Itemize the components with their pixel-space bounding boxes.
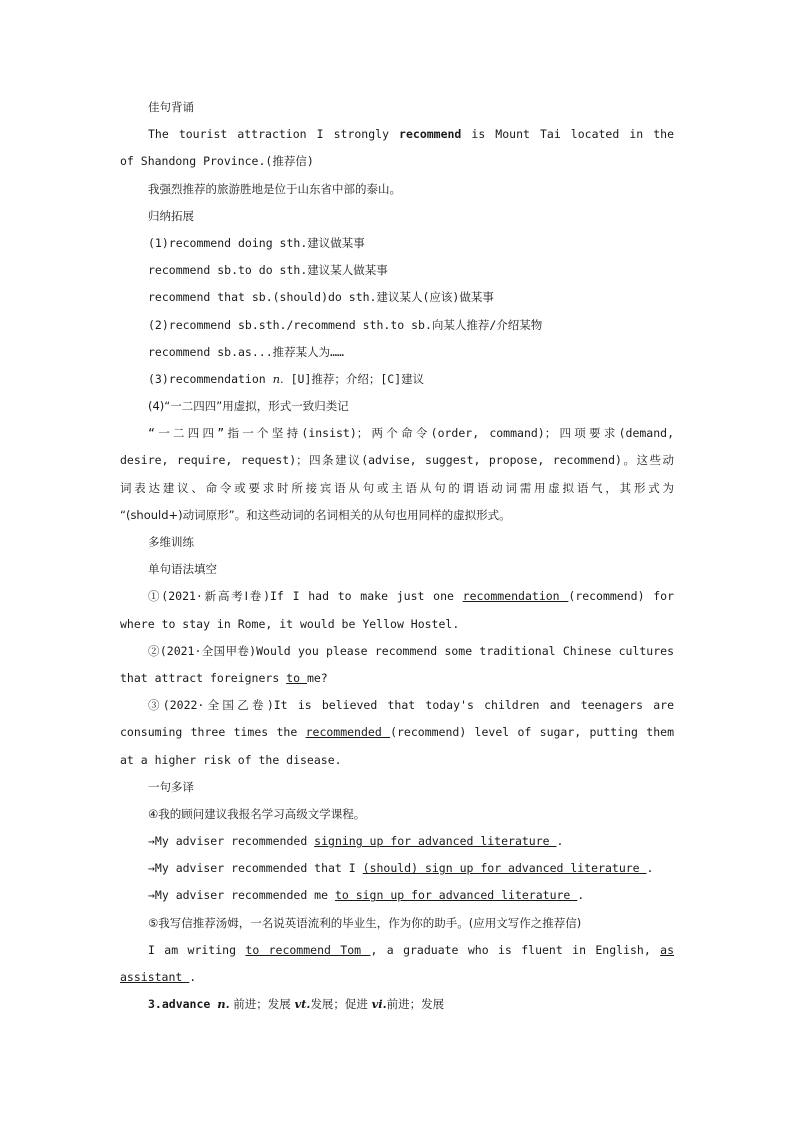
answer-blank: recommendation [462, 589, 569, 604]
example-translation: 我强烈推荐的旅游胜地是位于山东省中部的泰山。 [148, 181, 401, 196]
question-5-prompt: ⑤我写信推荐汤姆，一名说英语流利的毕业生，作为你的助手。(应用文写作之推荐信) [148, 915, 582, 930]
question-text: that attract foreigners [120, 670, 287, 685]
entry-definition: 前进；发展 [229, 997, 295, 1012]
expansion-text: (3)recommendation [148, 371, 273, 386]
answer-blank: signing up for advanced literature [314, 834, 557, 849]
entry-definition: 发展；促进 [310, 997, 372, 1012]
section-heading-expansion: 归纳拓展 [148, 208, 194, 223]
question-2-line-2 [120, 665, 674, 692]
question-2-line-1: ②(2021·全国甲卷)Would you please recommend some traditional Chinese cultures [148, 643, 674, 658]
example-sentence-line-2: of Shandong Province.(推荐信) [120, 154, 314, 169]
question-text: . [189, 970, 197, 984]
answer-blank: to sign up for advanced literature [334, 888, 578, 903]
part-of-speech: vt. [294, 997, 311, 1012]
question-4-answer-b [120, 855, 674, 882]
entry-definition: 前进；发展 [386, 997, 445, 1012]
example-sentence-line-1 [120, 121, 674, 148]
part-of-speech: n. [272, 371, 284, 386]
answer-blank: (should) sign up for advanced literature [362, 861, 647, 876]
explanation-line-1: “一二四四”指一个坚持(insist)；两个命令(order, command)；四项要求(demand, [148, 426, 674, 441]
question-1-line-1 [120, 583, 674, 610]
question-text: →My adviser recommended me [148, 888, 335, 903]
question-5-line-1 [120, 937, 674, 964]
answer-blank: recommended [305, 725, 391, 740]
expansion-item-1: (1)recommend doing sth.建议做某事 [148, 235, 365, 250]
question-text: , a graduate who is fluent in English, [370, 942, 661, 957]
question-4-answer-a [120, 828, 674, 855]
entry-headword: 3.advance [148, 997, 218, 1012]
question-4-answer-c [120, 882, 674, 909]
question-text: →My adviser recommended [148, 834, 315, 849]
question-text: I am writing [148, 942, 246, 957]
expansion-item-3 [120, 366, 674, 393]
part-of-speech: vi. [371, 997, 387, 1012]
section-heading-grammar-fill: 单句语法填空 [148, 562, 217, 577]
keyword-recommend: recommend [399, 127, 462, 142]
example-text: is Mount Tai located in the [471, 127, 674, 142]
question-3-line-1: ③(2022·全国乙卷)It is believed that today's children and teenagers are [148, 698, 674, 713]
section-heading-multi-translation: 一句多译 [148, 779, 194, 794]
question-text: . [556, 834, 564, 849]
example-text: The tourist attraction I strongly [148, 127, 400, 142]
expansion-item-1c: recommend that sb.(should)do sth.建议某人(应该)做某事 [148, 290, 494, 305]
question-4-prompt: ④我的顾问建议我报名学习高级文学课程。 [148, 806, 366, 821]
expansion-item-2: (2)recommend sb.sth./recommend sth.to sb.向某人推荐/介绍某物 [148, 317, 543, 332]
question-1-line-2: where to stay in Rome, it would be Yellow Hostel. [120, 616, 460, 631]
document-page [120, 94, 674, 1018]
expansion-item-4: (4)“一二四四”用虚拟，形式一致归类记 [148, 399, 349, 414]
answer-blank: assistant [120, 970, 190, 984]
part-of-speech: n. [217, 997, 230, 1012]
question-text: (recommend) level of sugar, putting them [390, 725, 674, 740]
section-heading-training: 多维训练 [148, 535, 194, 549]
question-text: (recommend) for [568, 589, 674, 604]
question-5-line-2 [120, 964, 674, 991]
answer-blank: as [660, 942, 674, 957]
question-text: me? [306, 670, 328, 685]
question-text: ①(2021·新高考Ⅰ卷)If I had to make just one [148, 589, 463, 604]
answer-blank: to [286, 670, 307, 685]
question-3-line-3: at a higher risk of the disease. [120, 752, 342, 767]
question-3-line-2 [120, 719, 674, 746]
explanation-line-4: “(should+)动词原形”。和这些动词的名词相关的从句也用同样的虚拟形式。 [120, 507, 511, 522]
expansion-text: [U]推荐；介绍；[C]建议 [283, 371, 425, 386]
answer-blank: to recommend Tom [245, 942, 371, 957]
expansion-item-1b: recommend sb.to do sth.建议某人做某事 [148, 263, 388, 278]
question-text: →My adviser recommended that I [148, 861, 363, 876]
expansion-item-2b: recommend sb.as...推荐某人为…… [148, 344, 344, 359]
explanation-line-2: desire, require, request)；四条建议(advise, suggest, propose, recommend)。这些动 [120, 453, 674, 468]
explanation-line-3: 词表达建议、命令或要求时所接宾语从句或主语从句的谓语动词需用虚拟语气，其形式为 [120, 480, 674, 495]
question-text: . [577, 888, 585, 903]
question-text: consuming three times the [120, 725, 306, 740]
question-text: . [646, 861, 654, 876]
section-heading-memorize: 佳句背诵 [148, 100, 194, 114]
vocab-entry-advance [120, 991, 674, 1018]
